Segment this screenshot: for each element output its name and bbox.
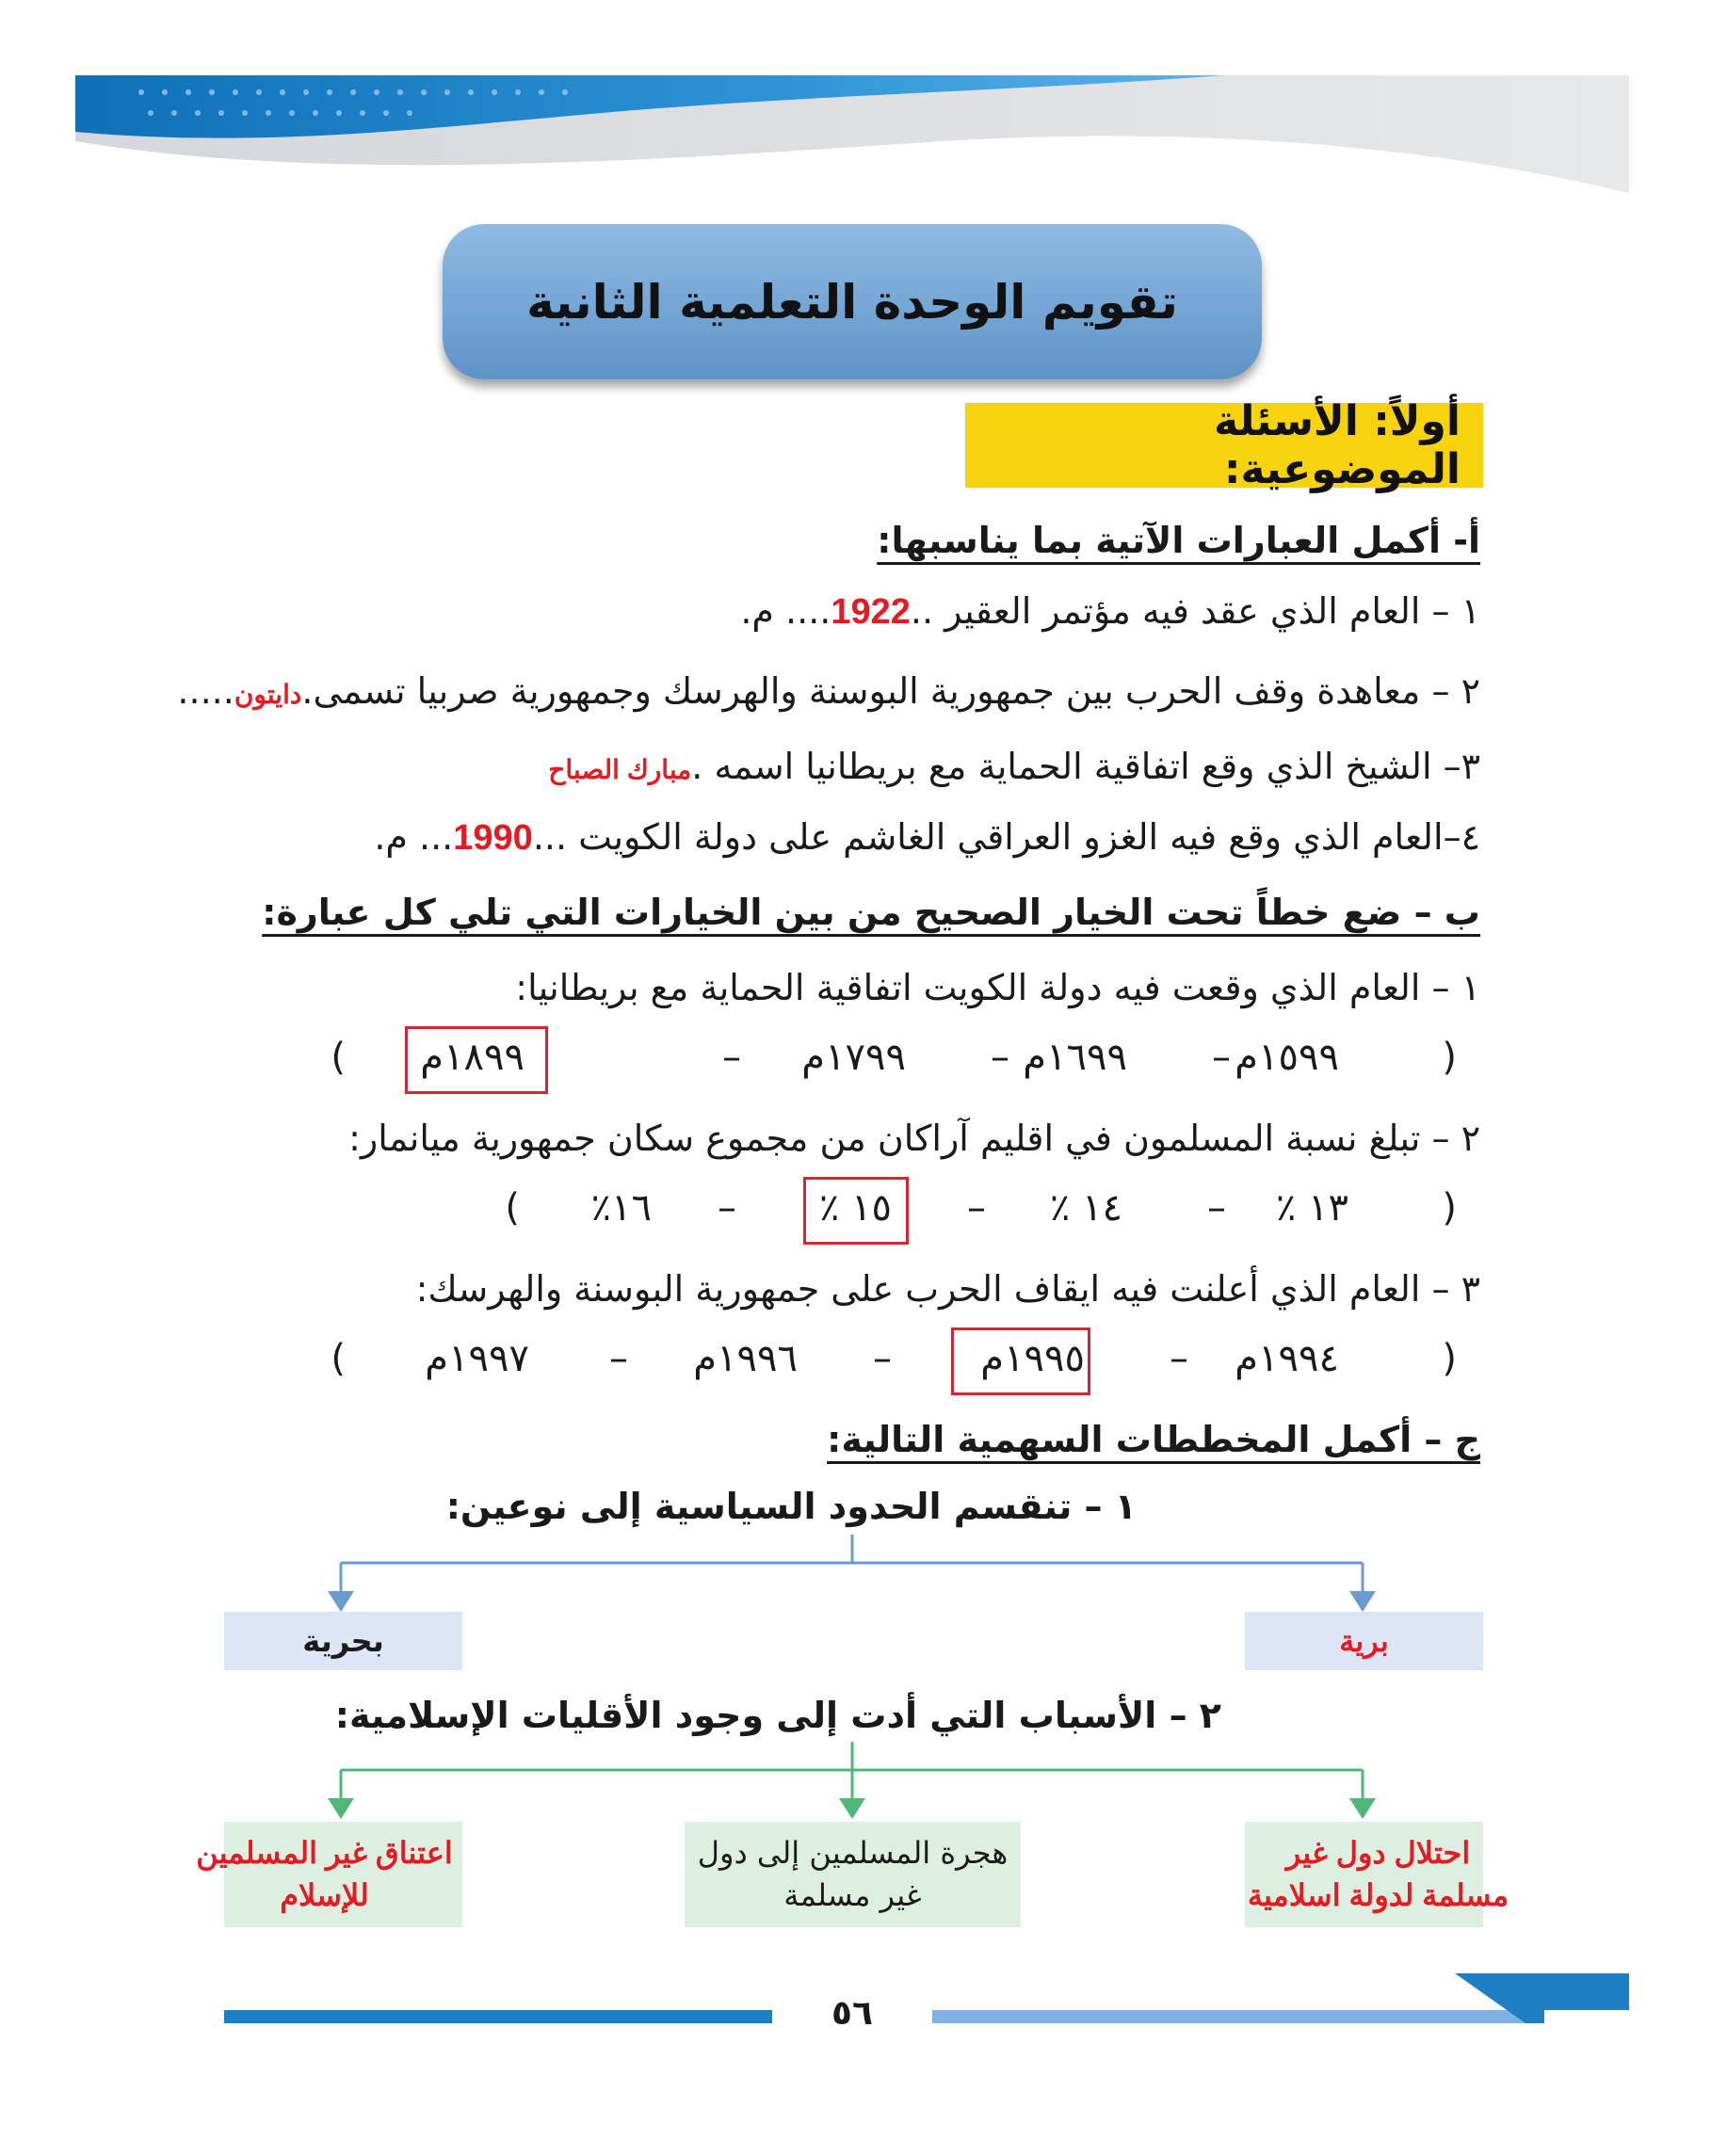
diagram-2-title: ٢ – الأسباب التي أدت إلى وجود الأقليات الإسلامية: <box>334 1695 1221 1736</box>
answer-3: مبارك الصباح <box>548 755 692 784</box>
option-correct: ١٨٩٩م <box>420 1036 525 1079</box>
option: ١٧٩٩م <box>801 1036 906 1079</box>
unit-title: تقويم الوحدة التعلمية الثانية <box>526 274 1178 330</box>
answer-1: 1922 <box>831 592 911 632</box>
option: ١٩٩٧م <box>425 1337 529 1380</box>
option: ١٦٪ <box>590 1186 652 1230</box>
diagram-1-box-sea: بحرية <box>224 1612 462 1670</box>
diagram-1-box-land: برية <box>1245 1612 1483 1670</box>
part-a-item-3: ٣– الشيخ الذي وقع اتفاقية الحماية مع بريطانيا اسمه .مبارك الصباح <box>548 746 1480 787</box>
diagram-2-box-conversion: اعتناق غير المسلمين للإسلام <box>224 1822 462 1927</box>
option: ١٥٩٩م <box>1235 1036 1339 1079</box>
part-b-question-3: ٣ – العام الذي أعلنت فيه ايقاف الحرب على جمهورية البوسنة والهرسك: <box>415 1268 1480 1310</box>
part-a-item-4: ٤–العام الذي وقع فيه الغزو العراقي الغاشم على دولة الكويت ...1990... م. <box>374 816 1480 858</box>
part-c-heading: ج – أكمل المخططات السهمية التالية: <box>827 1419 1480 1460</box>
diagram-2-box-occupation: احتلال دول غير مسلمة لدولة اسلامية <box>1245 1822 1483 1927</box>
option: ١٦٩٩م <box>1023 1036 1127 1079</box>
option: ١٩٩٦م <box>693 1337 798 1380</box>
answer-4: 1990 <box>453 818 533 858</box>
option-correct: ١٥ ٪ <box>818 1186 892 1230</box>
section-title: أولاً: الأسئلة الموضوعية: <box>1214 397 1461 493</box>
diagram-2-box-migration: هجرة المسلمين إلى دول غير مسلمة <box>685 1822 1021 1927</box>
part-b-heading: ب – ضع خطاً تحت الخيار الصحيح من بين الخيارات التي تلي كل عبارة: <box>262 892 1480 933</box>
part-a-heading: أ- أكمل العبارات الآتية بما يناسبها: <box>877 520 1480 561</box>
option: ١٣ ٪ <box>1275 1186 1348 1230</box>
option-correct: ١٩٩٥م <box>980 1337 1085 1380</box>
answer-2: دايتون <box>234 680 302 709</box>
option: ١٩٩٤م <box>1235 1337 1339 1380</box>
diagram-1-title: ١ – تنقسم الحدود السياسية إلى نوعين: <box>445 1486 1137 1527</box>
option: ١٤ ٪ <box>1049 1186 1122 1230</box>
part-a-item-2: ٢ – معاهدة وقف الحرب بين جمهورية البوسنة والهرسك وجمهورية صربيا تسمى.دايتون..... <box>177 670 1480 712</box>
part-b-question-1: ١ – العام الذي وقعت فيه دولة الكويت اتفاقية الحماية مع بريطانيا: <box>515 967 1480 1008</box>
page-number: ٥٦ <box>831 1994 873 2033</box>
part-a-item-1: ١ – العام الذي عقد فيه مؤتمر العقير ..1922.... م. <box>740 590 1480 632</box>
part-b-question-2: ٢ – تبلغ نسبة المسلمون في اقليم آراكان من مجموع سكان جمهورية ميانمار: <box>348 1118 1480 1159</box>
